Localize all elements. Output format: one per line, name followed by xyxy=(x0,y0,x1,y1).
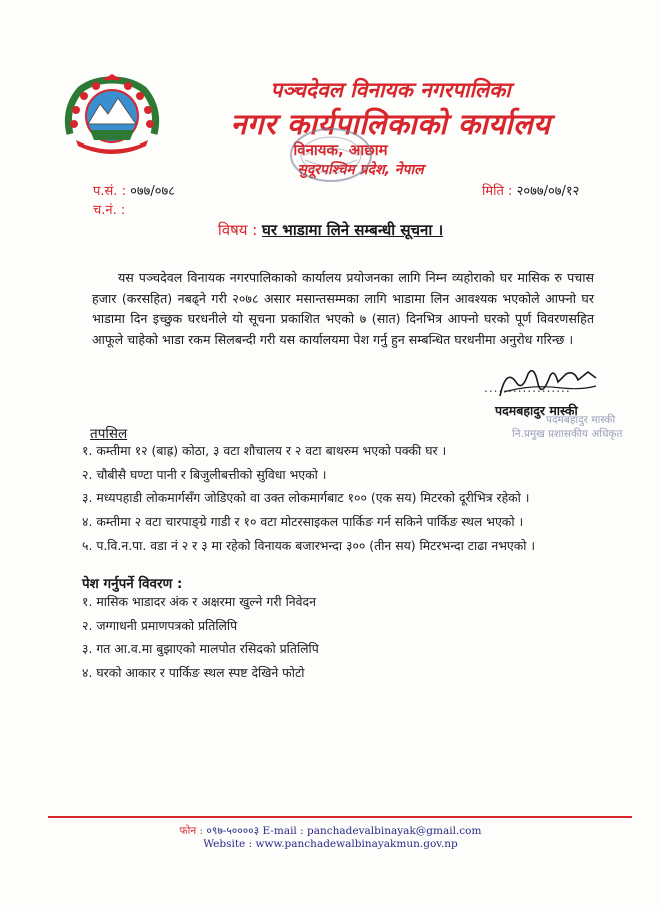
tapsil-list xyxy=(82,439,535,557)
website-url: www.panchadewalbinayakmun.gov.np xyxy=(255,838,458,850)
office-location: विनायक, आछाम xyxy=(293,141,388,159)
reference-number-value: ०७७/०७८ xyxy=(130,184,176,199)
tapsil-title: तपसिल xyxy=(90,426,128,442)
signer-stamp-title: नि.प्रमुख प्रशासकीय अधिकृत xyxy=(512,428,623,440)
list-item: १. कम्तीमा १२ (बाह्र) कोठा, ३ वटा शौचालय र २ वटा बाथरुम भएको पक्की घर । xyxy=(82,443,447,458)
footer-divider xyxy=(48,816,632,818)
signature-dots: .................. xyxy=(484,381,571,395)
subject-line xyxy=(0,220,661,240)
office-name: नगर कार्यपालिकाको कार्यालय xyxy=(230,107,551,141)
subject-label: विषय : xyxy=(217,221,258,239)
province-country: सुदूरपश्चिम प्रदेश, नेपाल xyxy=(297,162,424,178)
list-item: १. मासिक भाडादर अंक र अक्षरमा खुल्ने गरी निवेदन xyxy=(82,594,316,609)
dispatch-number-label: च.नं. : xyxy=(93,203,126,218)
list-item: ३. गत आ.व.मा बुझाएको मालपोत रसिदको प्रतिलिपि xyxy=(82,641,319,657)
document-date xyxy=(482,181,579,199)
email-label: E-mail : xyxy=(262,825,304,837)
website-label: Website : xyxy=(203,838,253,850)
signer-name: पदमबहादुर मास्की xyxy=(495,403,578,418)
documents-list xyxy=(82,590,319,685)
reference-number xyxy=(93,181,175,199)
email-address: panchadevalbinayak@gmail.com xyxy=(307,825,482,837)
notice-body xyxy=(92,268,594,350)
list-item: २. जग्गाधनी प्रमाणपत्रको प्रतिलिपि xyxy=(82,617,238,633)
footer-contact xyxy=(0,824,661,838)
documents-title: पेश गर्नुपर्ने विवरण : xyxy=(82,576,183,592)
reference-number-label: प.सं. : xyxy=(93,184,126,199)
office-stamp-icon xyxy=(285,124,377,186)
signer-stamp-name: पदमबहादुर मास्की xyxy=(546,414,616,426)
footer-website xyxy=(0,838,661,850)
dispatch-number xyxy=(93,200,125,218)
municipality-name: पञ्चदेवल विनायक नगरपालिका xyxy=(270,78,511,102)
phone-label: फोन : xyxy=(179,825,204,837)
list-item: २. चौबीसै घण्टा पानी र बिजुलीबत्तीको सुविधा भएको । xyxy=(82,466,327,482)
date-label: मिति : xyxy=(482,184,513,199)
list-item: ५. प.वि.न.पा. वडा नं २ र ३ मा रहेको विनायक बजारभन्दा ३०० (तीन सय) मिटरभन्दा टाढा नभएको । xyxy=(82,537,536,553)
date-value: २०७७/०७/१२ xyxy=(516,184,580,199)
list-item: ४. कम्तीमा २ वटा चारपाङ्ग्रे गाडी र १० वटा मोटरसाइकल पार्किङ गर्न सकिने पार्किङ स्थल भएको । xyxy=(82,514,524,530)
notice-body-text: यस पञ्चदेवल विनायक नगरपालिकाको कार्यालय प्रयोजनका लागि निम्न व्यहोराको घर मासिक रु पचास हजार (करसहित) नबढ्ने गरी २०७८ असार मसान्तसम्मका लागि भाडामा लिन आवश्यक भएकोले आफ्नो घर भाडामा दिन इच्छुक घरधनीले यो सूचना प्रकाशित भएको ७ (सात) दिनभित्र आफ्नो घरको पूर्ण विवरणसहित आफूले चाहेको भाडा रकम सिलबन्दी गरी यस कार्यालयमा पेश गर्नु हुन सम्बन्धित घरधनीमा अनुरोध गरिन्छ । xyxy=(92,270,594,347)
list-item: ४. घरको आकार र पार्किङ स्थल स्पष्ट देखिने फोटो xyxy=(82,665,305,681)
signature-icon xyxy=(492,362,602,404)
list-item: ३. मध्यपहाडी लोकमार्गसँग जोडिएको वा उक्त लोकमार्गबाट १०० (एक सय) मिटरको दूरीभित्र रहेको । xyxy=(82,490,530,506)
subject-text: घर भाडामा लिने सम्बन्धी सूचना । xyxy=(262,221,444,239)
phone-number: ०९७-५००००३ xyxy=(206,825,260,837)
